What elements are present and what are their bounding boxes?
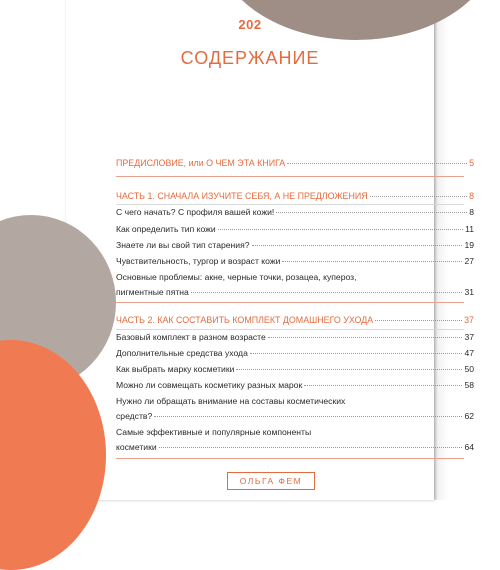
toc-entry-page: 37 (464, 315, 474, 325)
toc-entry-title: ПРЕДИСЛОВИЕ, или О ЧЕМ ЭТА КНИГА (116, 158, 286, 168)
toc-leader-dots (370, 196, 467, 197)
toc-leader-dots (375, 320, 462, 321)
toc-entry (116, 442, 474, 452)
toc-entry (116, 396, 474, 406)
toc-leader-dots (304, 385, 462, 386)
section-divider (116, 176, 464, 177)
toc-entry (116, 427, 474, 437)
toc-entry-page: 64 (464, 442, 474, 452)
toc-entry (116, 411, 474, 421)
toc-entry-title: Как определить тип кожи (116, 224, 216, 234)
toc-leader-dots (276, 212, 467, 213)
toc-entry-page: 62 (464, 411, 474, 421)
toc-leader-dots (154, 416, 462, 417)
book-spine-edge (434, 0, 500, 500)
toc-entry-page: 8 (469, 191, 474, 201)
toc-entry-page: 47 (464, 348, 474, 358)
toc-entry-page: 31 (464, 287, 474, 297)
toc-entry-title: Как выбрать марку косметики (116, 364, 235, 374)
toc-entry (116, 224, 474, 234)
toc-entry-title: Нужно ли обращать внимание на составы косметических (116, 396, 346, 406)
toc-entry-title: средств? (116, 411, 153, 421)
toc-leader-dots (287, 163, 467, 164)
toc-entry-preface (116, 158, 474, 168)
toc-entry-title: ЧАСТЬ 1. СНАЧАЛА ИЗУЧИТЕ СЕБЯ, А НЕ ПРЕДЛОЖЕНИЯ (116, 191, 368, 201)
page-number: 202 (238, 17, 262, 32)
entry-divider (116, 204, 464, 205)
toc-leader-dots (159, 447, 463, 448)
toc-entry (116, 380, 474, 390)
toc-entry-page: 27 (464, 256, 474, 266)
toc-leader-dots (268, 337, 463, 338)
toc-entry-page: 11 (465, 224, 474, 234)
toc-entry-page: 50 (464, 364, 474, 374)
toc-entry-title: ЧАСТЬ 2. КАК СОСТАВИТЬ КОМПЛЕКТ ДОМАШНЕГО УХОДА (116, 315, 374, 325)
toc-entry-title: Дополнительные средства ухода (116, 348, 248, 358)
toc-leader-dots (250, 353, 463, 354)
toc-leader-dots (252, 245, 463, 246)
toc-entry (116, 287, 474, 297)
section-divider (116, 458, 464, 459)
toc-entry-title: Основные проблемы: акне, черные точки, розацеа, купероз, (116, 272, 357, 282)
section-divider (116, 302, 464, 303)
author-name-box (227, 472, 315, 490)
toc-entry (116, 332, 474, 342)
toc-entry-title: косметики (116, 442, 157, 452)
toc-leader-dots (282, 261, 462, 262)
toc-entry-title: Базовый комплект в разном возрасте (116, 332, 266, 342)
toc-leader-dots (236, 369, 462, 370)
toc-entry-title: Можно ли совмещать косметику разных марок (116, 380, 303, 390)
toc-entry (116, 240, 474, 250)
decorative-shape-orange (0, 340, 106, 570)
toc-entry-page: 58 (464, 380, 474, 390)
toc-entry (116, 364, 474, 374)
book-page (66, 0, 474, 500)
toc-entry-part-2 (116, 315, 474, 325)
toc-entry-title: Знаете ли вы свой тип старения? (116, 240, 250, 250)
toc-leader-dots (218, 229, 463, 230)
toc-entry-page: 8 (469, 207, 474, 217)
toc-entry (116, 207, 474, 217)
toc-entry (116, 272, 474, 282)
toc-leader-dots (191, 292, 463, 293)
toc-entry-page: 19 (464, 240, 474, 250)
entry-divider (116, 329, 464, 330)
toc-entry-page: 37 (464, 332, 474, 342)
page-title: СОДЕРЖАНИЕ (180, 48, 320, 68)
toc-entry-title: пигментные пятна (116, 287, 189, 297)
toc-entry-title: С чего начать? С профиля вашей кожи! (116, 207, 275, 217)
toc-entry-part-1 (116, 191, 474, 201)
toc-entry (116, 256, 474, 266)
author-name: ОЛЬГА ФЕМ (239, 476, 303, 486)
toc-entry-title: Самые эффективные и популярные компоненты (116, 427, 312, 437)
toc-entry-title: Чувствительность, тургор и возраст кожи (116, 256, 281, 266)
toc-entry (116, 348, 474, 358)
toc-entry-page: 5 (469, 158, 474, 168)
